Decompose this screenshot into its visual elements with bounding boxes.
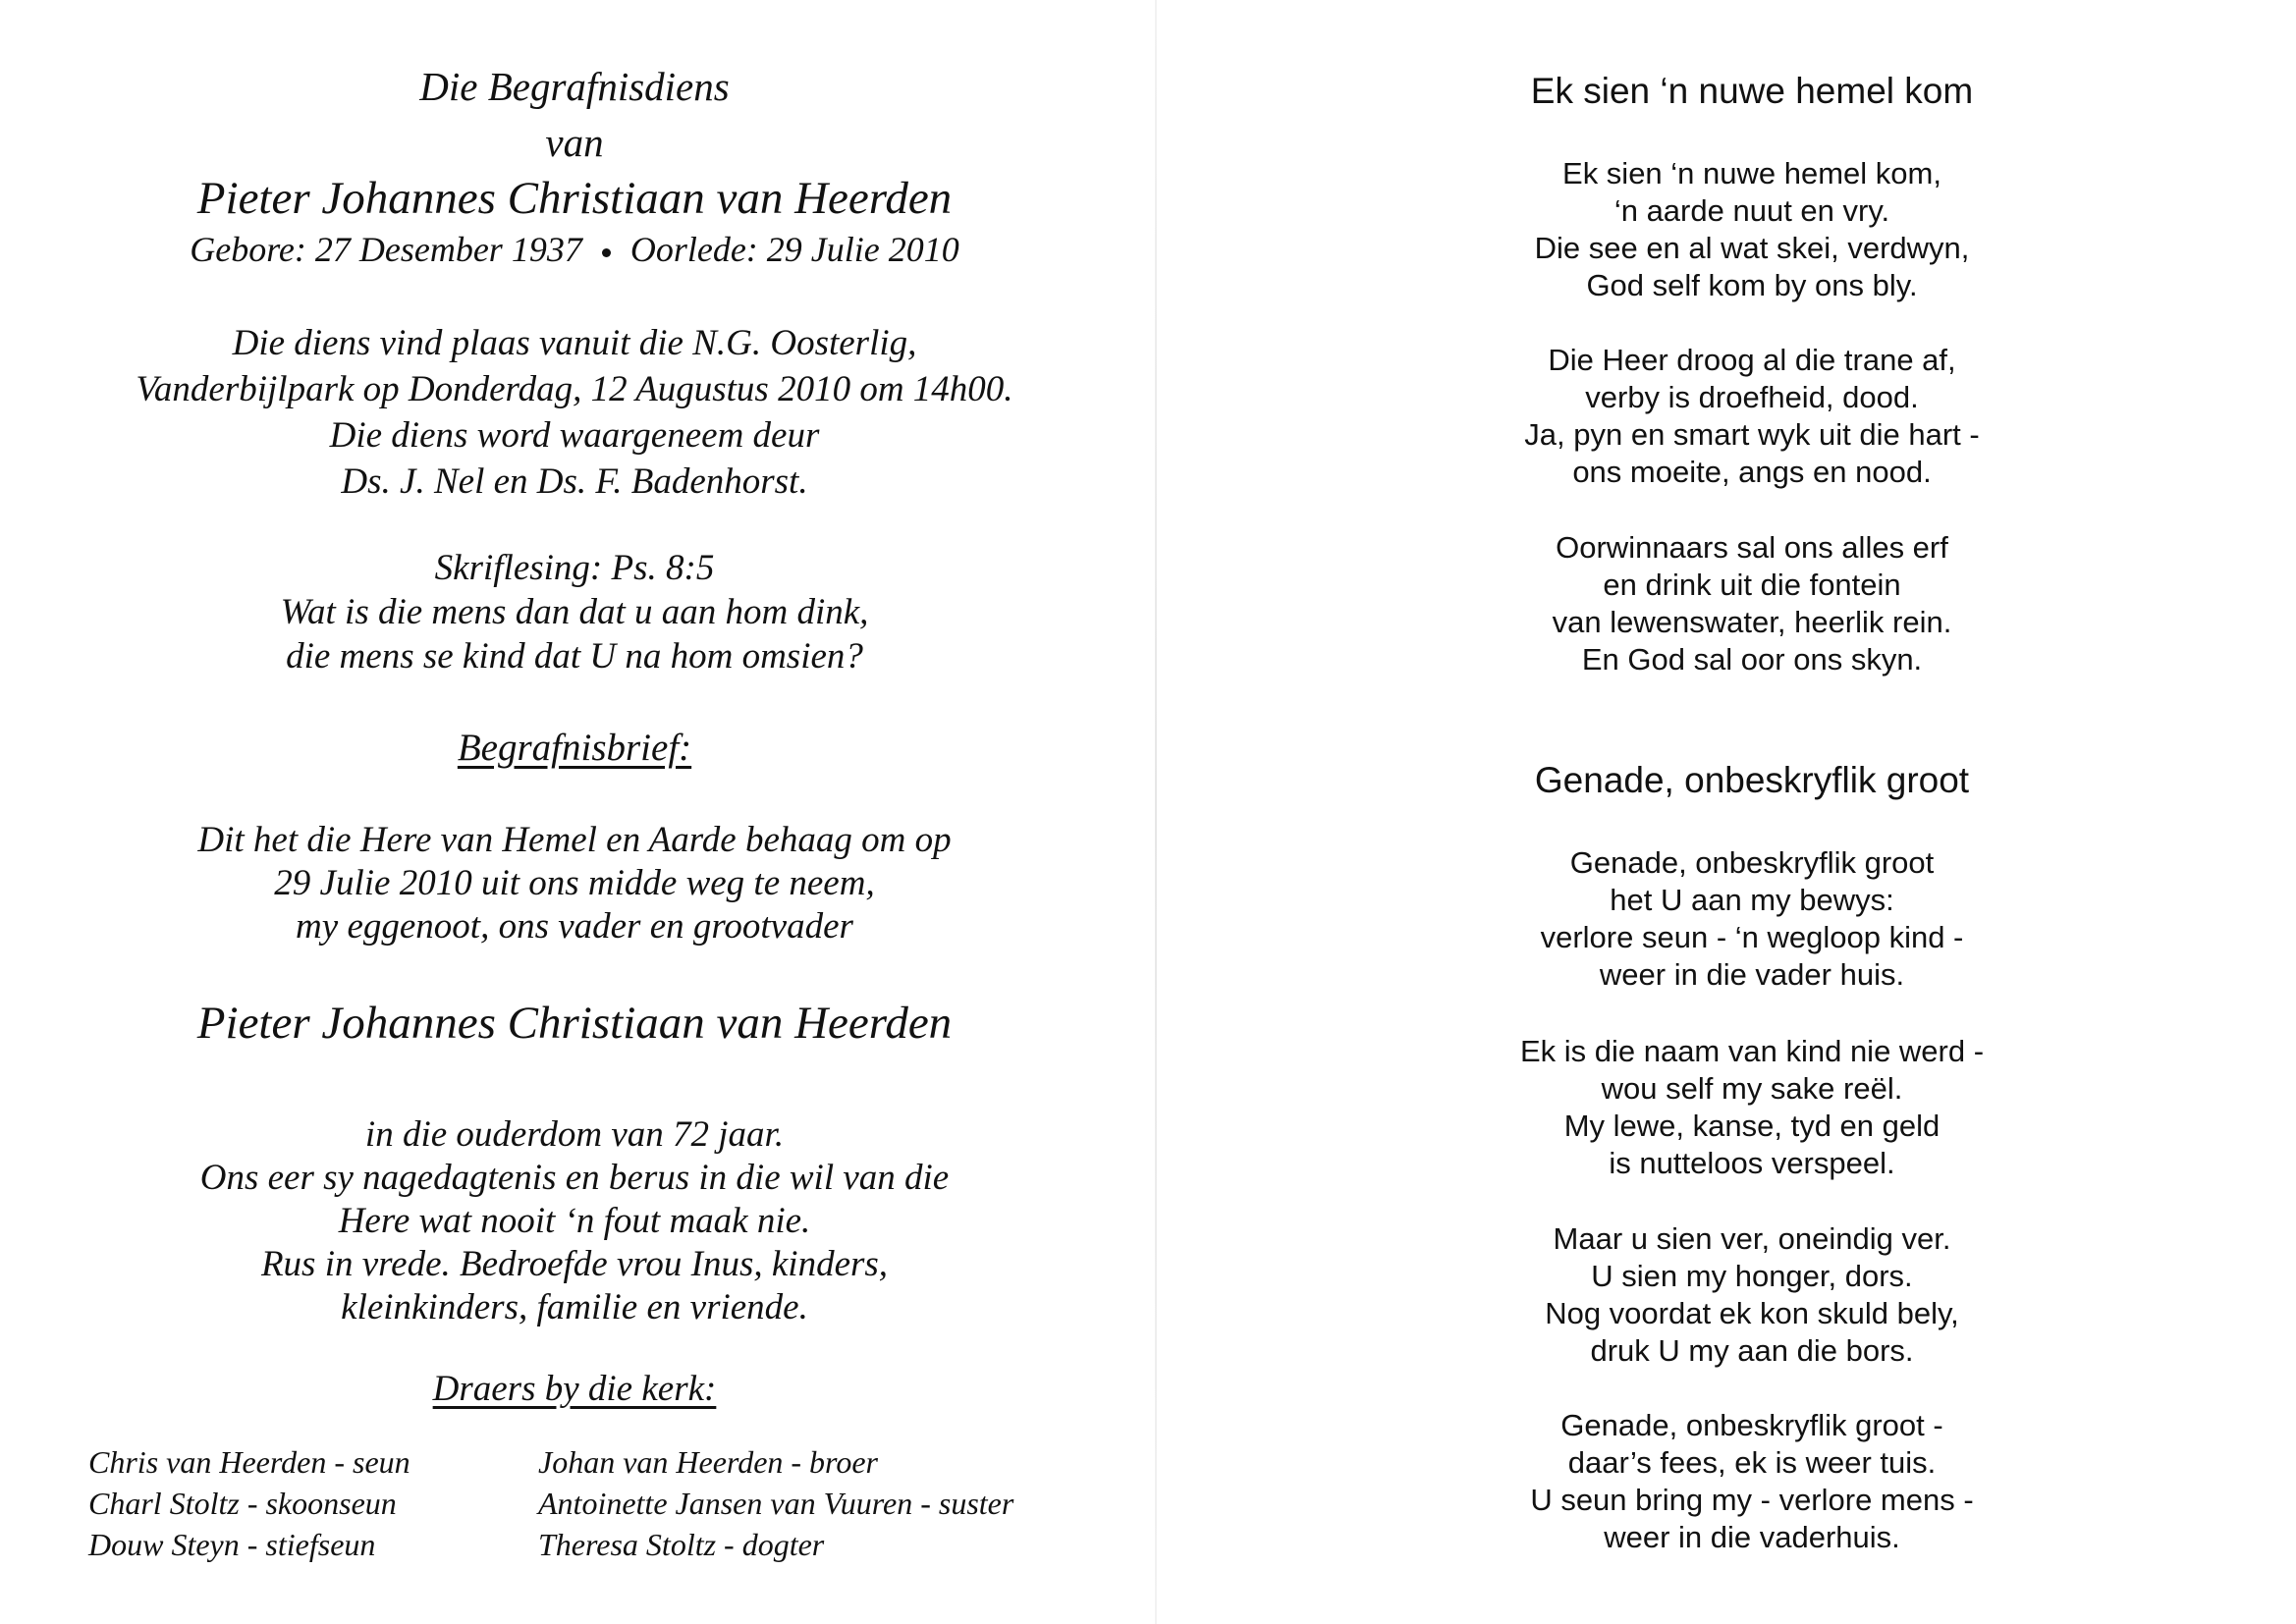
hymn2-stanza <box>1149 844 2296 994</box>
closing-line: Here wat nooit ‘n fout maak nie. <box>338 1201 811 1241</box>
letter-line: my eggenoot, ons vader en grootvader <box>296 906 853 947</box>
service-title <box>0 59 1149 171</box>
bearer-entry: Antoinette Jansen van Vuuren - suster <box>538 1486 1014 1521</box>
hymn-line: En God sal oor ons skyn. <box>1581 642 1923 677</box>
hymn-line: ‘n aarde nuut en vry. <box>1613 193 1890 228</box>
hymn1-stanza <box>1149 529 2296 678</box>
service-detail-line: Die diens vind plaas vanuit die N.G. Oosterlig, <box>232 323 917 363</box>
hymn-line: Die Heer droog al die trane af, <box>1548 343 1956 377</box>
deceased-name-repeat: Pieter Johannes Christiaan van Heerden <box>196 998 953 1049</box>
hymn-line: weer in die vader huis. <box>1599 957 1905 992</box>
bearers-heading-text: Draers by die kerk: <box>432 1369 717 1409</box>
closing-line: Rus in vrede. Bedroefde vrou Inus, kinders, <box>260 1244 889 1284</box>
hymn2-stanza <box>1149 1220 2296 1370</box>
hymn-line: Die see en al wat skei, verdwyn, <box>1534 231 1970 265</box>
hymn-line: ons moeite, angs en nood. <box>1572 455 1932 489</box>
hymn-line: Genade, onbeskryflik groot <box>1569 845 1935 880</box>
hymn-line: en drink uit die fontein <box>1603 568 1901 602</box>
closing-line: in die ouderdom van 72 jaar. <box>364 1114 785 1155</box>
life-dates <box>0 224 1149 275</box>
hymn-line: daar’s fees, ek is weer tuis. <box>1567 1445 1937 1480</box>
service-detail-line: Vanderbijlpark op Donderdag, 12 Augustus 2010 om 14h00. <box>136 369 1013 409</box>
hymn1-stanza <box>1149 155 2296 304</box>
service-details <box>0 320 1149 505</box>
letter-heading <box>0 723 1149 774</box>
hymn-line: Ja, pyn en smart wyk uit die hart - <box>1524 417 1980 452</box>
service-title-line: van <box>545 120 604 165</box>
closing-text <box>0 1113 1149 1329</box>
closing-line: Ons eer sy nagedagtenis en berus in die wil van die <box>199 1158 950 1198</box>
letter-heading-text: Begrafnisbrief: <box>457 727 692 769</box>
bearers-list-left <box>88 1441 410 1565</box>
scripture-line: Skriflesing: Ps. 8:5 <box>434 548 715 588</box>
hymn2-stanza <box>1149 1033 2296 1182</box>
hymn-line: My lewe, kanse, tyd en geld <box>1563 1109 1941 1143</box>
funeral-letter <box>0 819 1149 948</box>
bullet-icon <box>602 248 611 257</box>
hymn-line: druk U my aan die bors. <box>1590 1333 1914 1368</box>
scripture-line: die mens se kind dat U na hom omsien? <box>286 636 863 677</box>
hymn1-stanza <box>1149 342 2296 491</box>
hymn-line: wou self my sake reël. <box>1601 1071 1903 1106</box>
letter-line: Dit het die Here van Hemel en Aarde behaag om op <box>197 820 952 860</box>
scripture-line: Wat is die mens dan dat u aan hom dink, <box>280 592 869 632</box>
hymn-line: Ek is die naam van kind nie werd - <box>1519 1034 1985 1068</box>
bearers-list-right <box>538 1441 1013 1565</box>
birth-date: Gebore: 27 Desember 1937 <box>190 230 582 269</box>
hymn-line: is nutteloos verspeel. <box>1609 1146 1895 1180</box>
hymn-line: U seun bring my - verlore mens - <box>1530 1483 1974 1517</box>
hymn-line: verby is droefheid, dood. <box>1585 380 1919 414</box>
letter-line: 29 Julie 2010 uit ons midde weg te neem, <box>274 863 875 903</box>
hymn1-title: Ek sien ‘n nuwe hemel kom <box>1530 71 1974 111</box>
hymn-line: Oorwinnaars sal ons alles erf <box>1556 530 1948 565</box>
service-detail-line: Die diens word waargeneem deur <box>329 415 820 456</box>
bearer-entry: Johan van Heerden - broer <box>538 1444 878 1480</box>
service-detail-line: Ds. J. Nel en Ds. F. Badenhorst. <box>341 461 808 502</box>
hymn-line: van lewenswater, heerlik rein. <box>1552 605 1952 639</box>
hymn-line: Nog voordat ek kon skuld bely, <box>1545 1296 1959 1330</box>
hymn-line: Ek sien ‘n nuwe hemel kom, <box>1562 156 1941 190</box>
death-date: Oorlede: 29 Julie 2010 <box>629 230 959 269</box>
bearer-entry: Theresa Stoltz - dogter <box>538 1527 825 1562</box>
hymn-line: verlore seun - ‘n wegloop kind - <box>1540 920 1964 954</box>
hymn-line: weer in die vaderhuis. <box>1604 1520 1900 1554</box>
hymn-line: God self kom by ons bly. <box>1586 268 1918 302</box>
bearers-heading <box>0 1365 1149 1414</box>
deceased-name: Pieter Johannes Christiaan van Heerden <box>196 173 953 224</box>
hymn-line: het U aan my bewys: <box>1610 883 1894 917</box>
hymn2-stanza <box>1149 1407 2296 1556</box>
closing-line: kleinkinders, familie en vriende. <box>341 1287 808 1327</box>
service-title-line: Die Begrafnisdiens <box>419 64 730 109</box>
bearer-entry: Charl Stoltz - skoonseun <box>88 1486 397 1521</box>
hymn2-title: Genade, onbeskryflik groot <box>1534 760 1970 800</box>
scripture-reading <box>0 546 1149 678</box>
bearer-entry: Douw Steyn - stiefseun <box>88 1527 376 1562</box>
hymn-line: U sien my honger, dors. <box>1591 1259 1913 1293</box>
bearer-entry: Chris van Heerden - seun <box>88 1444 410 1480</box>
hymn-line: Genade, onbeskryflik groot - <box>1560 1408 1943 1442</box>
hymn-line: Maar u sien ver, oneindig ver. <box>1553 1221 1951 1256</box>
